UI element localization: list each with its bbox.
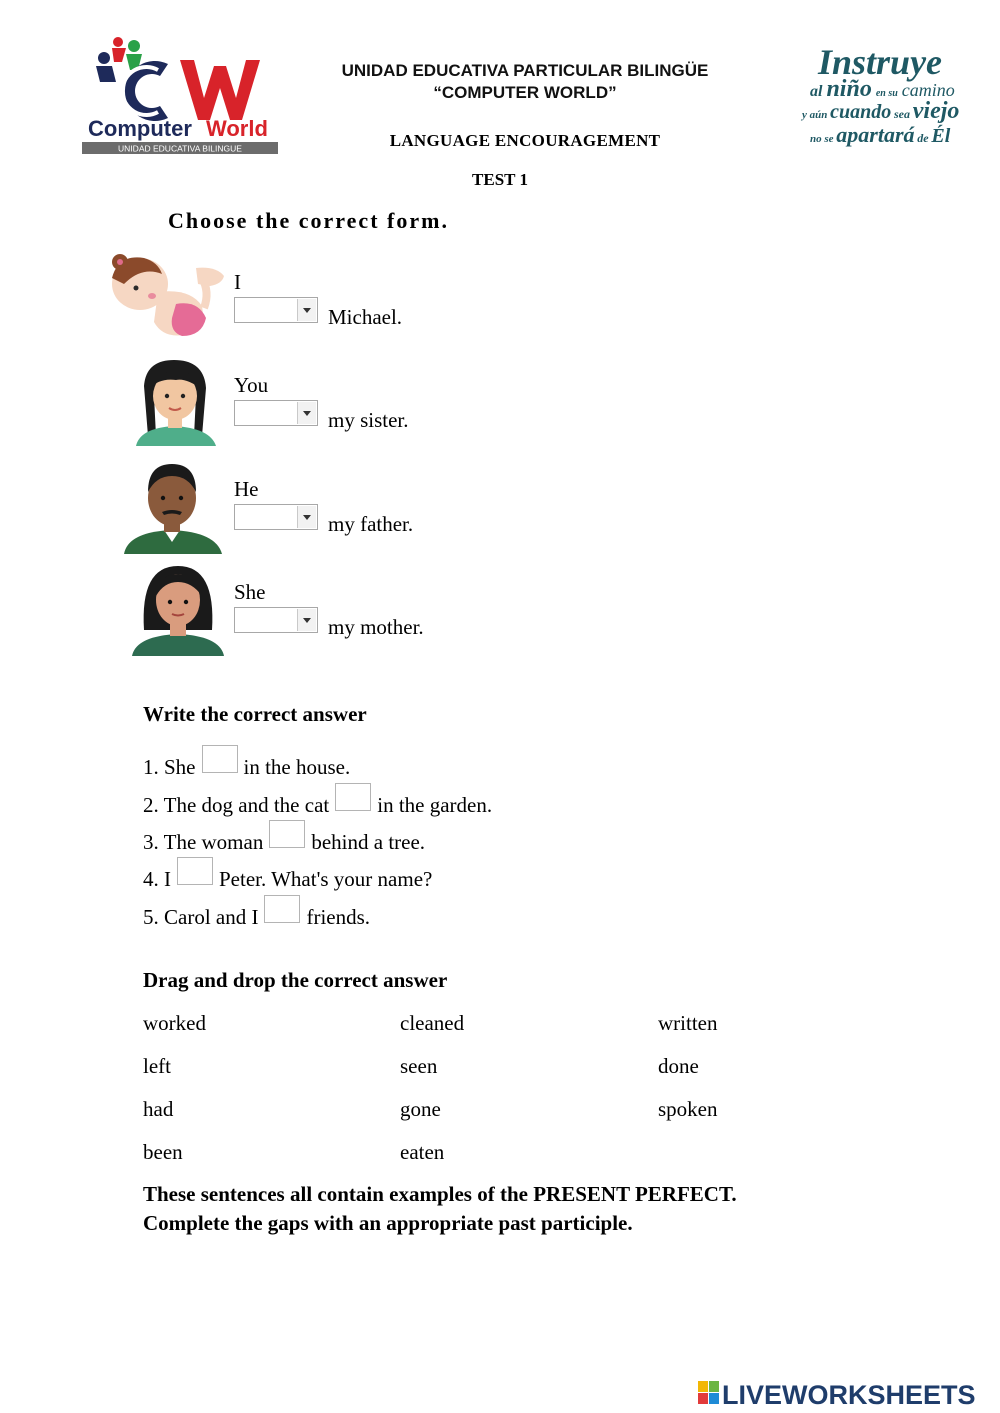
test-title: TEST 1 xyxy=(472,170,528,189)
woman-avatar xyxy=(132,560,232,656)
motto-graphic xyxy=(796,38,986,156)
chevron-down-icon[interactable] xyxy=(297,609,316,631)
sentence-end: behind a tree. xyxy=(311,830,426,855)
verb-dropdown-1[interactable] xyxy=(234,297,318,323)
logo-text: Computer xyxy=(88,116,192,141)
sentence-start: 3. The woman xyxy=(143,830,264,855)
sentence-rest: my mother. xyxy=(328,615,424,639)
sentence-start: 1. She xyxy=(143,755,196,780)
sentence-end: in the garden. xyxy=(377,793,493,818)
drag-word[interactable]: cleaned xyxy=(400,1011,465,1035)
subject-label: She xyxy=(234,580,266,604)
school-name: UNIDAD EDUCATIVA PARTICULAR BILINGÜE “COMPUTER WORLD” xyxy=(341,61,709,102)
gap-sentence-1 xyxy=(143,748,350,782)
subject-label: You xyxy=(234,373,269,397)
subject-label: I xyxy=(234,270,241,294)
answer-input-5[interactable] xyxy=(264,895,300,923)
gap-sentence-2 xyxy=(143,786,492,820)
chevron-down-icon[interactable] xyxy=(297,506,316,528)
instruction-line: Complete the gaps with an appropriate past participle. xyxy=(143,1211,633,1235)
drag-word[interactable]: left xyxy=(143,1054,171,1078)
logo-subtext: UNIDAD EDUCATIVA BILINGUE xyxy=(118,143,242,154)
drag-word[interactable]: had xyxy=(143,1097,174,1121)
baby-avatar xyxy=(98,248,198,344)
drag-word[interactable]: seen xyxy=(400,1054,438,1078)
gap-sentence-4 xyxy=(143,860,432,894)
drag-word[interactable]: eaten xyxy=(400,1140,445,1164)
chevron-down-icon[interactable] xyxy=(297,299,316,321)
drag-word[interactable]: been xyxy=(143,1140,183,1164)
sentence-start: 4. I xyxy=(143,867,171,892)
school-logo xyxy=(82,36,278,156)
man-avatar xyxy=(124,458,224,554)
answer-input-2[interactable] xyxy=(335,783,371,811)
sentence-end: friends. xyxy=(306,905,371,930)
section-write-title: Write the correct answer xyxy=(143,702,367,726)
liveworksheets-logo[interactable] xyxy=(698,1378,998,1408)
svg-text:y aún cuando sea viejo: y aún cuando sea viejo xyxy=(802,98,960,124)
sentence-start: 5. Carol and I xyxy=(143,905,259,930)
department-title: LANGUAGE ENCOURAGEMENT xyxy=(389,131,661,150)
sentence-rest: my sister. xyxy=(328,408,409,432)
section-choose-title: Choose the correct form. xyxy=(168,208,449,233)
brand-text: LIVEWORKSHEETS xyxy=(722,1380,976,1408)
svg-text:no se apartará de Él: no se apartará de Él xyxy=(810,122,951,147)
present-perfect-instructions xyxy=(143,1180,737,1238)
svg-text:al niño en su camino: al niño en su camino xyxy=(810,76,955,102)
drag-word[interactable]: worked xyxy=(143,1011,206,1035)
instruction-line: These sentences all contain examples of the PRESENT PERFECT. xyxy=(143,1182,737,1206)
sentence-rest: my father. xyxy=(328,512,414,536)
chevron-down-icon[interactable] xyxy=(297,402,316,424)
answer-input-3[interactable] xyxy=(269,820,305,848)
gap-sentence-5 xyxy=(143,898,370,932)
drag-word[interactable]: written xyxy=(658,1011,718,1035)
svg-text:Instruye: Instruye xyxy=(818,42,943,82)
answer-input-4[interactable] xyxy=(177,857,213,885)
drag-word[interactable]: spoken xyxy=(658,1097,718,1121)
drag-word[interactable]: done xyxy=(658,1054,699,1078)
sentence-rest: Michael. xyxy=(328,305,403,329)
answer-input-1[interactable] xyxy=(202,745,238,773)
svg-text:World: World xyxy=(206,116,268,141)
verb-dropdown-3[interactable] xyxy=(234,504,318,530)
sentence-end: Peter. What's your name? xyxy=(219,867,433,892)
sentence-end: in the house. xyxy=(243,755,351,780)
girl-avatar xyxy=(130,356,230,452)
verb-dropdown-2[interactable] xyxy=(234,400,318,426)
subject-label: He xyxy=(234,477,259,501)
verb-dropdown-4[interactable] xyxy=(234,607,318,633)
sentence-start: 2. The dog and the cat xyxy=(143,793,330,818)
gap-sentence-3 xyxy=(143,823,425,857)
section-drag-title: Drag and drop the correct answer xyxy=(143,968,448,992)
drag-word[interactable]: gone xyxy=(400,1097,441,1121)
